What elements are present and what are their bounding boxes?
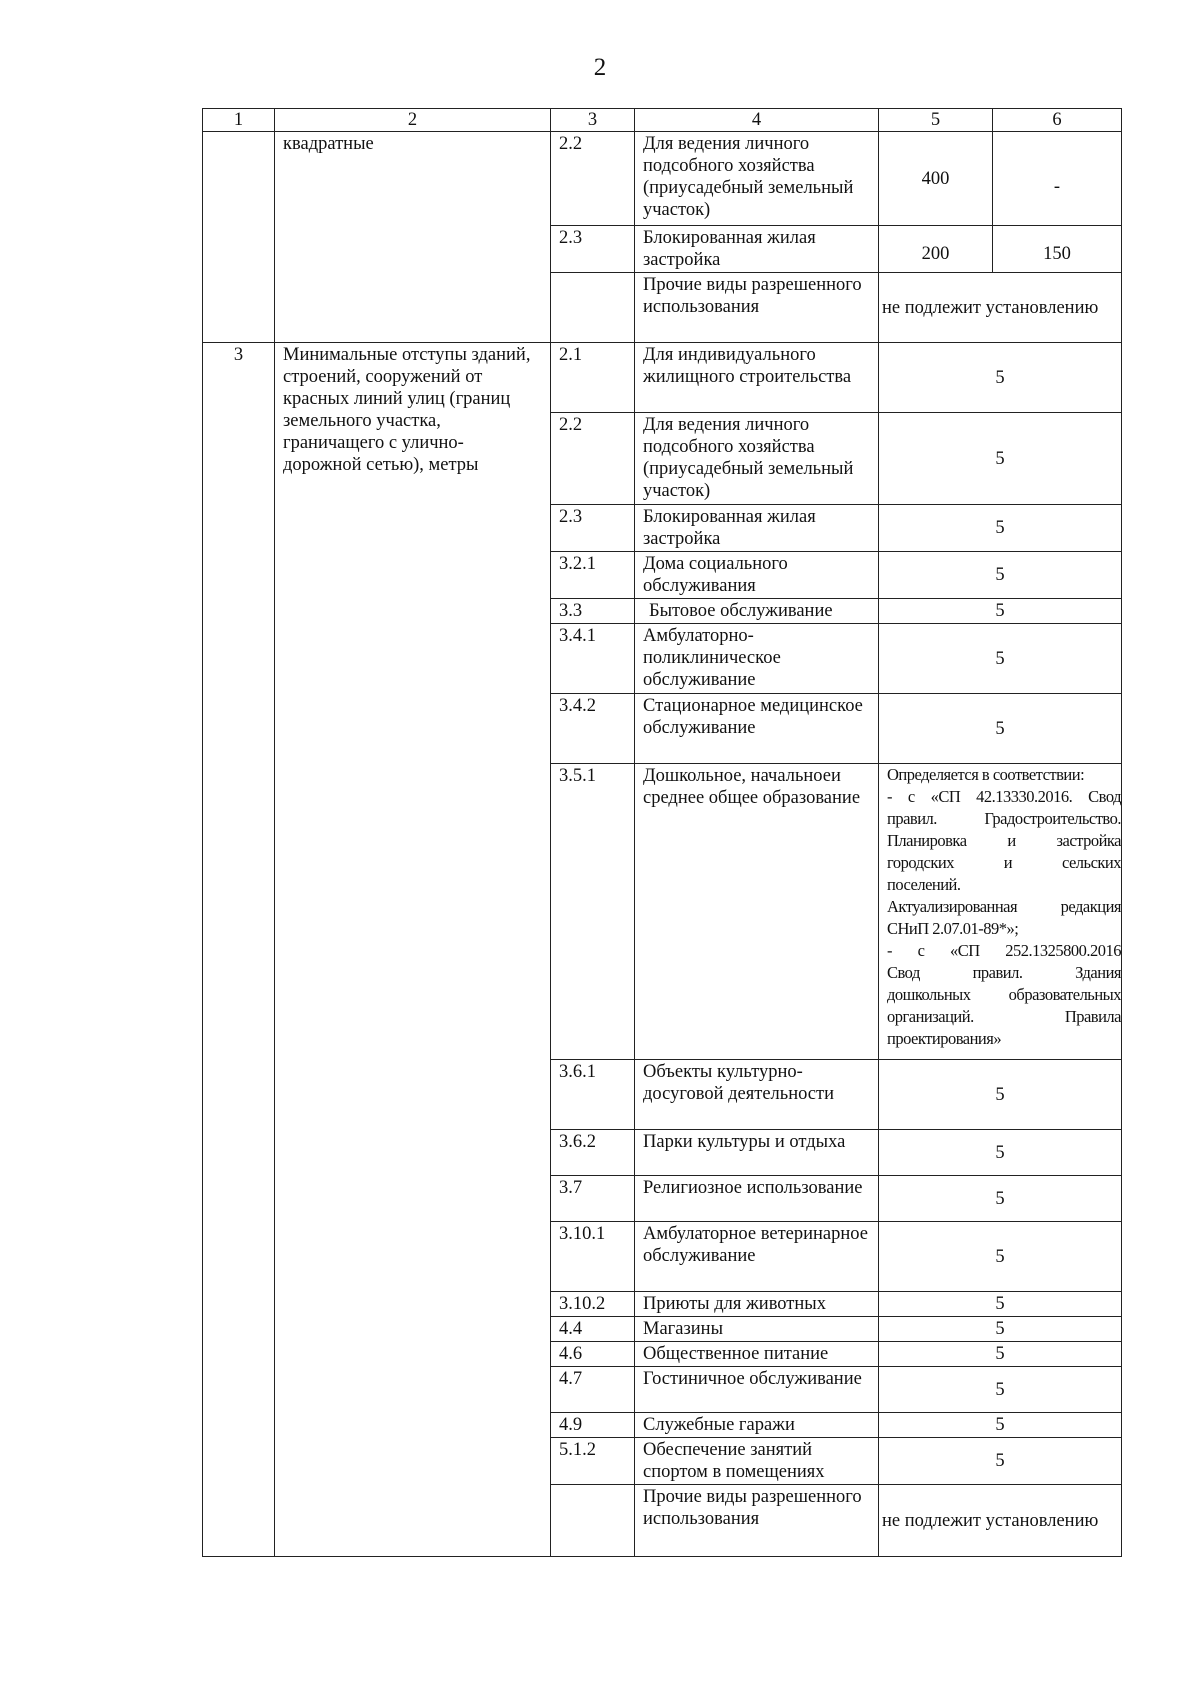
use-name: Для ведения личного подсобного хозяйства (приусадебный земельный участок) — [635, 132, 879, 226]
section-title-cell: квадратные — [275, 132, 551, 343]
use-code — [551, 273, 635, 343]
use-name: Дошкольное, начальноеи среднее общее образование — [635, 764, 879, 1060]
setback-value: 5 — [879, 1342, 1122, 1367]
section-num-cell — [203, 132, 275, 343]
setback-value: 5 — [879, 1438, 1122, 1485]
merged-value: не подлежит установлению — [879, 1485, 1122, 1557]
setback-value: 5 — [879, 1130, 1122, 1176]
use-code: 3.6.1 — [551, 1060, 635, 1130]
note-line: Определяется в соответствии: — [887, 765, 1085, 784]
use-name: Блокированная жилая застройка — [635, 505, 879, 552]
use-code: 3.2.1 — [551, 552, 635, 599]
use-name: Религиозное использование — [635, 1176, 879, 1222]
header-row — [203, 109, 1122, 132]
use-name: Дома социального обслуживания — [635, 552, 879, 599]
use-name: Стационарное медицинское обслуживание — [635, 694, 879, 764]
use-name: Гостиничное обслуживание — [635, 1367, 879, 1413]
note-line: СНиП 2.07.01-89*»; — [887, 919, 1019, 938]
section-number: 3 — [203, 343, 275, 1557]
setback-value: 5 — [879, 1060, 1122, 1130]
setback-value: 5 — [879, 694, 1122, 764]
use-name: Обеспечение занятий спортом в помещениях — [635, 1438, 879, 1485]
setback-value: 5 — [879, 1176, 1122, 1222]
use-name: Парки культуры и отдыха — [635, 1130, 879, 1176]
value-col5: 200 — [879, 226, 993, 273]
use-code: 2.3 — [551, 226, 635, 273]
use-code: 4.9 — [551, 1413, 635, 1438]
use-name: Приюты для животных — [635, 1292, 879, 1317]
use-name: Прочие виды разрешенного использования — [635, 1485, 879, 1557]
use-name: Объекты культурно-досуговой деятельности — [635, 1060, 879, 1130]
use-code: 5.1.2 — [551, 1438, 635, 1485]
use-code: 3.3 — [551, 599, 635, 624]
value-col5: 400 — [879, 132, 993, 226]
use-name: Служебные гаражи — [635, 1413, 879, 1438]
note-line: правил. Градостроительство. — [887, 809, 1121, 828]
use-code: 4.6 — [551, 1342, 635, 1367]
use-code — [551, 1485, 635, 1557]
normative-reference-note — [879, 764, 1122, 1060]
use-code: 3.10.2 — [551, 1292, 635, 1317]
merged-value: не подлежит установлению — [879, 273, 1122, 343]
note-line: - с «СП 42.13330.2016. Свод — [887, 787, 1121, 806]
use-code: 3.10.1 — [551, 1222, 635, 1292]
note-line: - с «СП 252.1325800.2016 — [887, 941, 1121, 960]
use-code: 4.4 — [551, 1317, 635, 1342]
section-title: Минимальные отступы зданий, строений, сооружений от красных линий улиц (границ земельного участка, граничащего с улично-дорожной сетью), метры — [275, 343, 551, 1557]
setback-value: 5 — [879, 1367, 1122, 1413]
use-name: Прочие виды разрешенного использования — [635, 273, 879, 343]
use-name: Амбулаторное ветеринарное обслуживание — [635, 1222, 879, 1292]
setback-value: 5 — [879, 1292, 1122, 1317]
value-col6: - — [993, 132, 1122, 226]
note-line: дошкольных образовательных — [887, 985, 1121, 1004]
header-col-5: 5 — [879, 109, 993, 132]
header-col-6: 6 — [993, 109, 1122, 132]
use-name: Блокированная жилая застройка — [635, 226, 879, 273]
header-col-2: 2 — [275, 109, 551, 132]
setback-value: 5 — [879, 1317, 1122, 1342]
note-line: городских и сельских — [887, 853, 1121, 872]
setback-value: 5 — [879, 343, 1122, 413]
use-name: Амбулаторно-поликлиническое обслуживание — [635, 624, 879, 694]
use-name: Для ведения личного подсобного хозяйства (приусадебный земельный участок) — [635, 413, 879, 505]
value-col6: 150 — [993, 226, 1122, 273]
setback-value: 5 — [879, 1222, 1122, 1292]
setback-value: 5 — [879, 552, 1122, 599]
note-line: поселений. — [887, 875, 961, 894]
page-number: 2 — [593, 54, 607, 81]
setback-value: 5 — [879, 624, 1122, 694]
use-code: 4.7 — [551, 1367, 635, 1413]
use-code: 3.5.1 — [551, 764, 635, 1060]
table-row — [203, 132, 1122, 226]
regulations-table — [202, 108, 1122, 1557]
use-code: 2.1 — [551, 343, 635, 413]
use-name: Магазины — [635, 1317, 879, 1342]
note-line: организаций. Правила — [887, 1007, 1121, 1026]
header-col-4: 4 — [635, 109, 879, 132]
note-line: проектирования» — [887, 1029, 1002, 1048]
header-col-3: 3 — [551, 109, 635, 132]
header-col-1: 1 — [203, 109, 275, 132]
setback-value: 5 — [879, 505, 1122, 552]
note-line: Свод правил. Здания — [887, 963, 1121, 982]
use-code: 2.3 — [551, 505, 635, 552]
use-code: 2.2 — [551, 132, 635, 226]
setback-value: 5 — [879, 1413, 1122, 1438]
note-line: Актуализированная редакция — [887, 897, 1121, 916]
use-name: Для индивидуального жилищного строительства — [635, 343, 879, 413]
use-code: 3.7 — [551, 1176, 635, 1222]
use-name: Общественное питание — [635, 1342, 879, 1367]
setback-value: 5 — [879, 599, 1122, 624]
use-name: Бытовое обслуживание — [635, 599, 879, 624]
note-line: Планировка и застройка — [887, 831, 1121, 850]
table-row — [203, 343, 1122, 413]
use-code: 2.2 — [551, 413, 635, 505]
use-code: 3.4.1 — [551, 624, 635, 694]
use-code: 3.4.2 — [551, 694, 635, 764]
use-code: 3.6.2 — [551, 1130, 635, 1176]
setback-value: 5 — [879, 413, 1122, 505]
